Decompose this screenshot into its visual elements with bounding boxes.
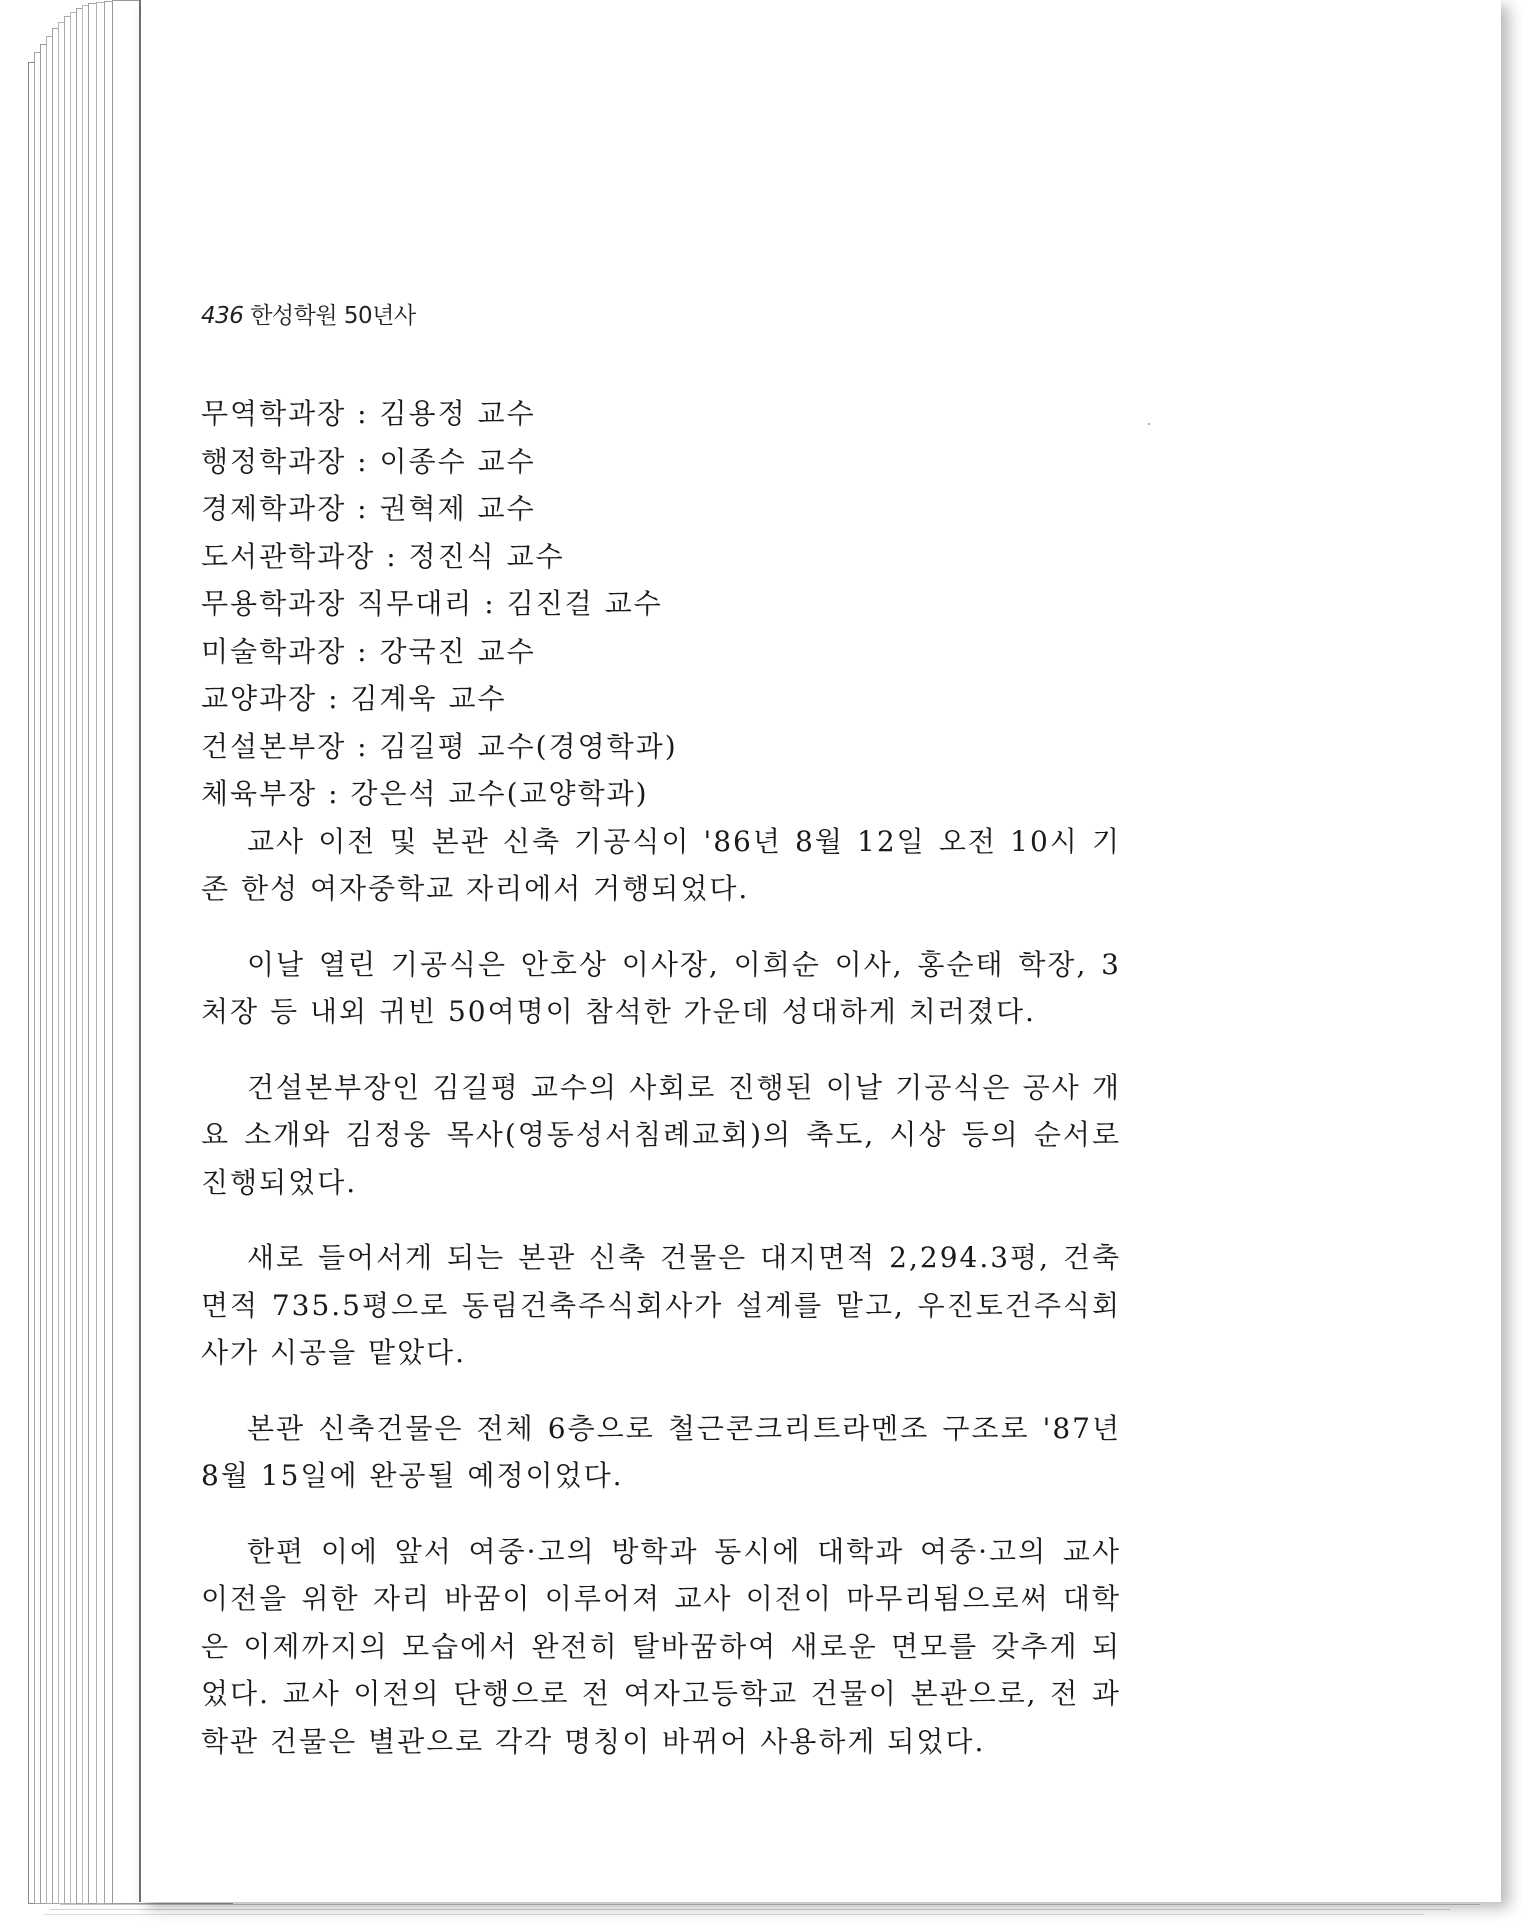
- body-paragraph: 새로 들어서게 되는 본관 신축 건물은 대지면적 2,294.3평, 건축면적 735.5평으로 동림건축주식회사가 설계를 맡고, 우진토건주식회사가 시공을 맡았다.: [201, 1241, 1121, 1369]
- body-paragraph: 교사 이전 및 본관 신축 기공식이 '86년 8월 12일 오전 10시 기존 한성 여자중학교 자리에서 거행되었다.: [201, 824, 1121, 905]
- staff-entry: 무역학과장 : 김용정 교수: [201, 397, 536, 430]
- body-paragraph: 본관 신축건물은 전체 6층으로 철근콘크리트라멘조 구조로 '87년 8월 15일에 완공될 예정이었다.: [201, 1411, 1121, 1492]
- scan-speck: [1148, 423, 1150, 425]
- body-paragraph: 이날 열린 기공식은 안호상 이사장, 이희순 이사, 홍순태 학장, 3처장 등 내외 귀빈 50여명이 참석한 가운데 성대하게 치러졌다.: [201, 947, 1121, 1028]
- page-bottom-edge: [60, 1904, 1480, 1905]
- page-bottom-edge: [50, 1909, 1450, 1910]
- staff-entry: 무용학과장 직무대리 : 김진걸 교수: [201, 587, 663, 620]
- page-number: 436: [201, 303, 244, 329]
- page-bottom-edge: [44, 1914, 1424, 1915]
- staff-entry: 도서관학과장 : 정진식 교수: [201, 539, 565, 573]
- staff-entry: 건설본부장 : 김길평 교수(경영학과): [201, 729, 678, 763]
- body-paragraph: 한편 이에 앞서 여중·고의 방학과 동시에 대학과 여중·고의 교사 이전을 위한 자리 바꿈이 이루어져 교사 이전이 마무리됨으로써 대학은 이제까지의 모습에서 완전히 탈바꿈하여 새로운 면모를 갖추게 되었다. 교사 이전의 단행으로 전 여자고등학교 건물이 본관으로, 전 과학관 건물은 별관으로 각각 명칭이 바뀌어 사용하게 되었다.: [201, 1534, 1121, 1758]
- staff-entry: 경제학과장 : 권혁제 교수: [201, 492, 536, 525]
- book-title: 한성학원 50년사: [250, 303, 416, 329]
- staff-entry: 교양과장 : 김계욱 교수: [201, 682, 507, 715]
- staff-entry: 행정학과장 : 이종수 교수: [201, 444, 536, 478]
- staff-entry: 체육부장 : 강은석 교수(교양학과): [201, 777, 649, 810]
- staff-entry: 미술학과장 : 강국진 교수: [201, 634, 536, 668]
- staff-list: [201, 390, 1121, 818]
- page-body: [201, 390, 1121, 1793]
- body-paragraph: 건설본부장인 김길평 교수의 사회로 진행된 이날 기공식은 공사 개요 소개와 김정웅 목사(영동성서침례교회)의 축도, 시상 등의 순서로 진행되었다.: [201, 1070, 1121, 1199]
- page-header: [201, 297, 416, 330]
